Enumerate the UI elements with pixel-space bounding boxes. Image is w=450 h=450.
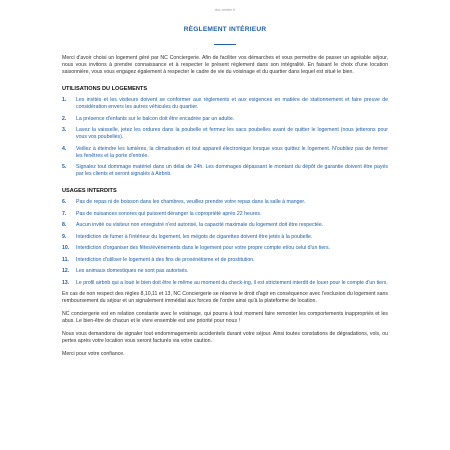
rule-number: 4. [62,145,67,152]
closing-section [62,291,388,358]
rule-item [62,222,388,229]
rule-number: 8. [62,222,67,228]
rule-text: Pas de repas ni de boisson dans les chambres, veuillez prendre votre repas dans la salle à manger. [76,199,306,205]
intro-paragraph: Merci d'avoir choisi un logement géré par NC Conciergerie. Afin de faciliter vos démarches et vous permettre de passer un agréable séjour, nous vous invitons à prendre connaissance et à respecter le présent règlement dans son intégralité. En faisant le choix d'une location saisonnière, vous vous engagez également à respecter le cadre de vie du voisinage et du quartier dans lequel est situé le bien. [62,55,388,75]
rule-number: 12. [62,268,70,274]
rule-item [62,257,388,264]
rule-item [62,280,388,287]
rule-item [62,146,388,160]
watermark: doc-rentier.fr [214,8,236,12]
rule-text: Aucun invité ou visiteur non enregistré n'est autorisé, la capacité maximale du logement doit être respectée. [76,222,324,228]
intro-section [62,55,388,76]
rules-list-usages [62,199,388,287]
title-underline [214,44,236,45]
rule-number: 11. [62,256,69,263]
section-title-usages: USAGES INTERDITS [62,188,117,194]
rule-number: 1. [62,97,67,103]
rule-item [62,164,388,178]
rule-item [62,97,388,111]
rule-item [62,127,388,141]
rule-item [62,268,388,275]
rule-number: 3. [62,127,67,133]
closing-paragraph: NC conciergerie est en relation constante avec le voisinage, qui pourra à tout moment faire remonter les comportements inappropriés et les abus. Le bien-être de chacun et le vivre ensemble est une priorité pour nous ! [62,311,388,324]
document-title: RÈGLEMENT INTÉRIEUR [183,26,267,33]
rule-item [62,199,388,206]
rule-item [62,211,388,218]
rule-number: 5. [62,164,67,170]
rule-number: 7. [62,210,67,217]
section-title-logements: UTILISATIONS DU LOGEMENTS [62,86,148,92]
closing-paragraph: En cas de non respect des règles 8,10,11 et 13, NC Conciergerie se réserve le droit d'agir en conséquence avec l'exclusion du logement sans remboursement du séjour et un signalement immédiat aux forces de l'ordre ainsi qu'à la plateforme de location. [62,291,388,304]
rule-number: 6. [62,199,67,205]
closing-thanks: Merci pour votre confiance. [62,351,125,357]
rule-text: Pas de nuisances sonores qui puissent déranger la copropriété après 22 heures. [76,210,262,217]
rules-list-logements [62,97,388,178]
rule-item [62,234,388,241]
rule-text: La présence d'enfants sur le balcon doit être encadrée par un adulte. [76,115,235,122]
rule-text: Le profil airbnb qui a loué le bien doit être le même au moment du check-ing, il est strictement interdit de louer pour le compte d'un tiers. [76,279,388,286]
rule-text: Interdiction de fumer à l'intérieur du logement, les mégots de cigarettes doivent être jetés à la poubelle. [76,233,313,240]
rule-item [62,116,388,123]
rule-text: Veillez à éteindre les lumières, la climatisation et tout appareil électronique lorsque vous quittez le logement. N'oubliez pas de fermer les fenêtres et la porte d'entrée. [76,145,388,159]
rule-text: Interdiction d'utiliser le logement à des fins de proxénétisme et de prostitution. [76,256,255,263]
rule-text: Les animaux domestiques ne sont pas autorisés. [76,268,189,274]
rule-text: Les invités et les visiteurs doivent se conformer aux règlements et aux exigences en matière de stationnement et faire preuve de considération envers les autres véhicules du quartier. [76,97,388,110]
rule-number: 2. [62,115,67,122]
closing-paragraph: Nous vous demandons de signaler tout endommagements accidentels durant votre séjour. Ainsi toutes constations de dégradations, vols, ou pertes après votre location vous seront facturés via votre caution. [62,331,388,344]
rule-number: 9. [62,233,67,240]
rule-text: Lavez la vaisselle, jetez les ordures dans la poubelle et fermez les sacs poubelles avant de quitter le logement (nous jetterons pour vous vos poubelles). [76,127,388,140]
rule-number: 10. [62,245,70,251]
rule-text: Signalez tout dommage matériel dans un délai de 24h. Les dommages dépassant le montant du dépôt de garantie doivent être payés par les clients et seront signalés à Airbnb. [76,164,388,177]
rule-text: Interdiction d'organiser des fêtes/évènements dans le logement pour votre propre compte et/ou celui d'un tiers. [76,245,331,251]
rule-item [62,245,388,252]
rule-number: 13. [62,279,70,286]
